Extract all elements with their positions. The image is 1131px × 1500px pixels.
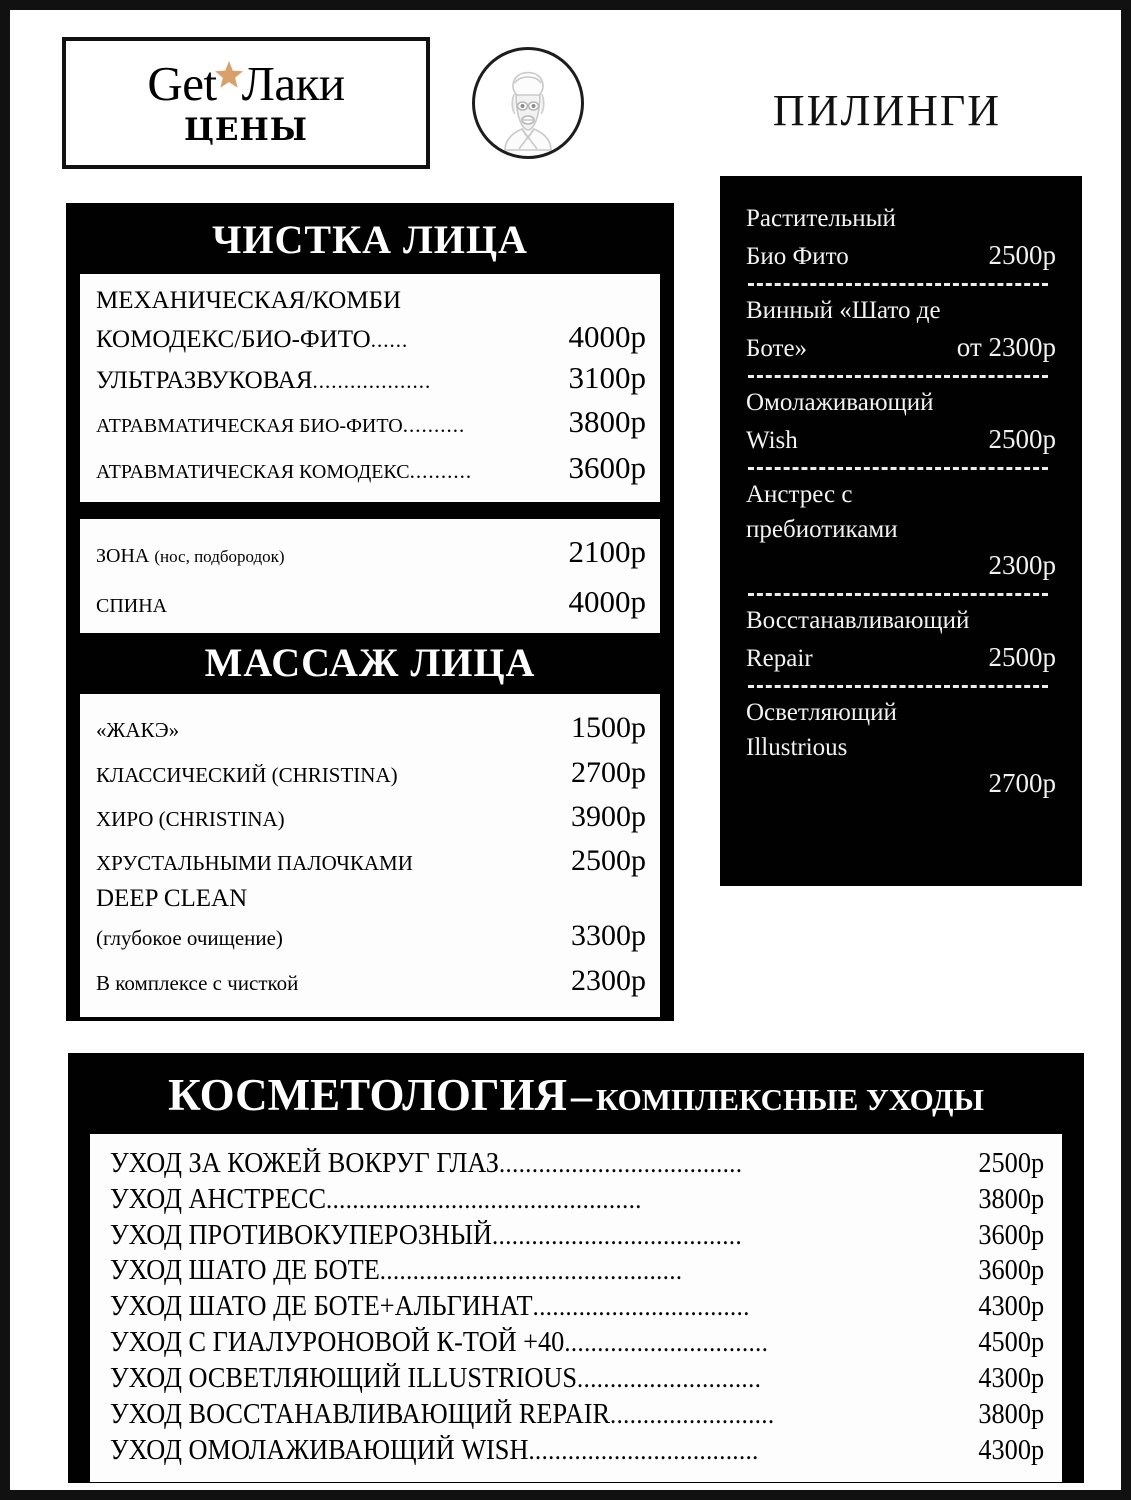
peel-name: Растительный: [746, 205, 896, 232]
table-row: [110, 1361, 1044, 1397]
peel-name: Repair: [746, 644, 813, 672]
service-name: МЕХАНИЧЕСКАЯ/КОМБИ: [96, 287, 402, 314]
service-name: УХОД ОМОЛАЖИВАЮЩИЙ WISH: [110, 1434, 529, 1466]
service-name: УХОД ПРОТИВОКУПЕРОЗНЫЙ: [110, 1219, 493, 1251]
star-icon: [214, 60, 244, 90]
table-row: [96, 284, 646, 358]
massage-price-box: [80, 694, 660, 1017]
table-row: [110, 1325, 1044, 1361]
leader-dots: ..........: [409, 459, 473, 484]
service-price: 2500р: [571, 844, 646, 878]
service-price: 4300р: [978, 1362, 1045, 1394]
service-name: КЛАССИЧЕСКИЙ (CHRISTINA): [96, 762, 398, 787]
service-price: 3100р: [568, 359, 646, 395]
service-name: СПИНА: [96, 595, 168, 618]
peel-name: Wish: [746, 426, 798, 454]
service-price: 2100р: [568, 533, 646, 569]
table-row: [96, 795, 646, 839]
peel-name: Осветляющий: [746, 699, 897, 727]
table-row: [110, 1218, 1044, 1254]
leader-dots: ......................................: [492, 1220, 743, 1250]
cosmetology-price-box: [90, 1134, 1062, 1482]
service-name: (глубокое очищение): [96, 926, 283, 951]
service-price: 2300р: [571, 963, 646, 997]
service-name: «ЖАКЭ»: [96, 718, 180, 743]
table-row: [110, 1182, 1044, 1218]
brand-logo: [62, 37, 430, 169]
table-row: [96, 706, 646, 750]
leader-dots: ......: [370, 328, 409, 352]
peel-name: пребиотиками: [746, 515, 898, 543]
brand-logo-wordmark: [147, 55, 345, 111]
service-price: 3600р: [568, 450, 646, 486]
deep-clean-label: DEEP CLEAN: [96, 884, 248, 912]
table-row: [96, 577, 646, 627]
service-price: 3800р: [568, 403, 646, 439]
peel-price: 2500р: [988, 423, 1056, 454]
zone-note: (нос, подбородок): [154, 546, 285, 566]
service-price: 3800р: [978, 1398, 1045, 1430]
peelings-panel: [720, 176, 1082, 886]
service-price: 4000р: [568, 319, 646, 354]
peel-name: Illustrious: [746, 733, 848, 761]
service-price: 1500р: [571, 711, 646, 745]
peel-price: 2500р: [988, 239, 1056, 270]
header: [62, 25, 1072, 180]
service-price: 4300р: [978, 1291, 1045, 1323]
service-name: [96, 540, 285, 572]
table-row: [110, 1146, 1044, 1182]
leader-dots: .................................: [532, 1292, 750, 1322]
massage-section-title: МАССАЖ ЛИЦА: [204, 640, 536, 686]
leader-dots: ...................: [312, 368, 432, 393]
brand-name-ru: Лаки: [241, 55, 345, 111]
table-row: [110, 1397, 1044, 1433]
service-name: УХОД ЗА КОЖЕЙ ВОКРУГ ГЛАЗ: [110, 1148, 499, 1179]
divider: [748, 467, 1048, 470]
table-row: [96, 751, 646, 795]
service-name: В комплексе с чисткой: [96, 970, 299, 995]
zone-label: ЗОНА: [96, 544, 150, 567]
service-price: 3600р: [978, 1255, 1045, 1287]
peel-name: Био Фито: [746, 242, 849, 270]
list-item: [746, 202, 1056, 274]
cosmetology-title-sub: КОМПЛЕКСНЫЕ УХОДЫ: [595, 1082, 984, 1117]
service-price: 2500р: [978, 1148, 1045, 1179]
service-price: 2700р: [571, 755, 646, 789]
peel-name: Боте»: [746, 334, 808, 362]
service-price: 3800р: [978, 1183, 1045, 1215]
service-price: 4500р: [978, 1327, 1045, 1359]
peel-price: 2300р: [988, 550, 1056, 580]
service-price: 3900р: [571, 800, 646, 834]
leader-dots: ...............................: [564, 1328, 769, 1358]
list-item: [746, 294, 1056, 366]
service-name: УХОД ШАТО ДЕ БОТЕ+АЛЬГИНАТ: [110, 1291, 533, 1323]
list-item: [746, 478, 1056, 584]
service-name: УХОД ВОССТАНАВЛИВАЮЩИЙ REPAIR: [110, 1398, 611, 1430]
left-services-panel: [66, 203, 674, 1021]
peel-price: от 2300р: [956, 331, 1056, 362]
cleaning-price-box: [80, 274, 660, 502]
peel-name: Анстрес с: [746, 481, 853, 508]
cleaning-section-title: ЧИСТКА ЛИЦА: [212, 217, 528, 262]
list-item: [746, 696, 1056, 802]
leader-dots: ..............................................: [379, 1256, 683, 1286]
table-row: [96, 959, 646, 1003]
service-name: УЛЬТРАЗВУКОВАЯ: [96, 366, 313, 394]
brand-name-en: Get: [147, 55, 217, 111]
table-row: [96, 527, 646, 577]
peel-name: Восстанавливающий: [746, 607, 970, 635]
table-row: [96, 914, 646, 958]
service-name: АТРАВМАТИЧЕСКАЯ БИО-ФИТО: [96, 414, 403, 437]
peel-name: Винный «Шато де: [746, 297, 941, 324]
table-row: [110, 1433, 1044, 1469]
cosmetology-section-title: [68, 1053, 1084, 1134]
peel-name: Омолаживающий: [746, 389, 934, 416]
peelings-section-title: ПИЛИНГИ: [772, 86, 1002, 135]
brand-subtitle: ЦЕНЫ: [183, 111, 309, 148]
service-name: ХРУСТАЛЬНЫМИ ПАЛОЧКАМИ: [96, 851, 413, 876]
cosmetology-panel: [68, 1053, 1084, 1483]
spa-woman-icon: [472, 47, 584, 159]
cosmetology-title-main: КОСМЕТОЛОГИЯ: [168, 1070, 567, 1120]
zone-price-box: [80, 519, 660, 633]
table-row: [110, 1289, 1044, 1325]
leader-dots: ..........: [402, 412, 466, 437]
service-price: 4300р: [978, 1434, 1045, 1466]
peel-price: 2700р: [988, 768, 1056, 799]
service-name: АТРАВМАТИЧЕСКАЯ КОМОДЕКС: [96, 461, 410, 484]
divider: [748, 283, 1048, 286]
divider: [748, 593, 1048, 596]
service-price: 4000р: [568, 584, 646, 620]
service-name: УХОД ОСВЕТЛЯЮЩИЙ ILLUSTRIOUS: [110, 1362, 578, 1394]
table-row: [96, 358, 646, 399]
service-price: 3300р: [571, 919, 646, 953]
leader-dots: .....................................: [498, 1149, 743, 1178]
list-item: [746, 386, 1056, 458]
service-price: 3600р: [978, 1219, 1045, 1251]
cosmetology-title-dash: –: [570, 1074, 592, 1120]
list-item: [746, 604, 1056, 676]
service-name: УХОД АНСТРЕСС: [110, 1183, 327, 1215]
table-row: [96, 839, 646, 883]
table-row: [96, 445, 646, 492]
service-name: КОМОДЕКС/БИО-ФИТО: [96, 326, 371, 353]
divider: [748, 375, 1048, 378]
leader-dots: ............................: [577, 1363, 762, 1393]
leader-dots: .........................: [610, 1399, 775, 1429]
divider: [748, 685, 1048, 688]
leader-dots: ................................................: [326, 1184, 642, 1214]
leader-dots: ...................................: [528, 1435, 759, 1465]
peel-price: 2500р: [988, 641, 1056, 672]
service-name: ХИРО (CHRISTINA): [96, 807, 285, 832]
service-name: УХОД С ГИАЛУРОНОВОЙ К-ТОЙ +40: [110, 1327, 565, 1359]
table-row: [96, 399, 646, 446]
table-row: [110, 1253, 1044, 1289]
service-name: УХОД ШАТО ДЕ БОТЕ: [110, 1255, 380, 1287]
